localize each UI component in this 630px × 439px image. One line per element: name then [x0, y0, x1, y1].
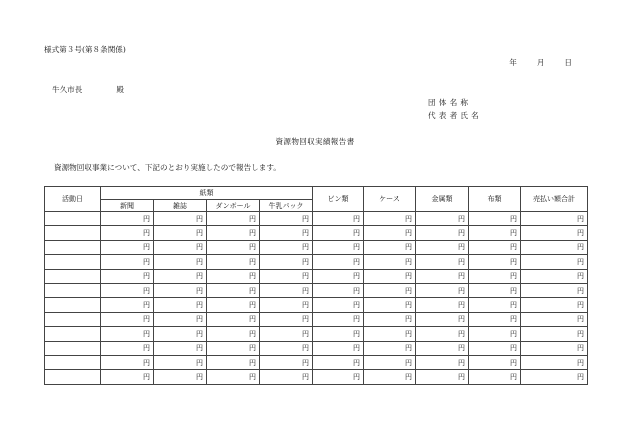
- amount-cell[interactable]: 円: [260, 283, 313, 297]
- amount-cell[interactable]: 円: [207, 355, 260, 369]
- col-header-cloth: 布類: [469, 187, 521, 212]
- amount-cell[interactable]: 円: [521, 341, 588, 355]
- amount-cell[interactable]: 円: [101, 255, 154, 269]
- amount-cell[interactable]: 円: [416, 341, 469, 355]
- amount-cell[interactable]: 円: [521, 269, 588, 283]
- amount-cell[interactable]: 円: [469, 269, 521, 283]
- table-row: [45, 298, 588, 312]
- amount-cell[interactable]: 円: [154, 283, 207, 297]
- col-header-date: 活動日: [45, 187, 101, 212]
- col-header-milk-cartons: 牛乳パック: [260, 200, 313, 212]
- amount-cell[interactable]: 円: [313, 269, 364, 283]
- amount-cell[interactable]: 円: [416, 269, 469, 283]
- col-header-cardboard: ダンボール: [207, 200, 260, 212]
- table-row: [45, 355, 588, 369]
- amount-cell[interactable]: 円: [521, 355, 588, 369]
- org-name-label: 団体名称: [428, 98, 472, 107]
- amount-cell[interactable]: 円: [521, 312, 588, 326]
- amount-cell[interactable]: 円: [521, 370, 588, 384]
- amount-cell[interactable]: 円: [469, 255, 521, 269]
- amount-cell[interactable]: 円: [313, 327, 364, 341]
- activity-date-cell[interactable]: [45, 355, 101, 369]
- document-title: 資源物回収実績報告書: [275, 137, 355, 146]
- amount-cell[interactable]: 円: [364, 370, 416, 384]
- amount-cell[interactable]: 円: [364, 355, 416, 369]
- col-header-metals: 金属類: [416, 187, 469, 212]
- amount-cell[interactable]: 円: [469, 298, 521, 312]
- amount-cell[interactable]: 円: [101, 226, 154, 240]
- table-row: [45, 255, 588, 269]
- honorific: 殿: [116, 85, 124, 94]
- amount-cell[interactable]: 円: [521, 255, 588, 269]
- amount-cell[interactable]: 円: [416, 226, 469, 240]
- amount-cell[interactable]: 円: [469, 355, 521, 369]
- amount-cell[interactable]: 円: [101, 283, 154, 297]
- amount-cell[interactable]: 円: [260, 312, 313, 326]
- date-line: [509, 59, 572, 67]
- amount-cell[interactable]: 円: [154, 298, 207, 312]
- amount-cell[interactable]: 円: [416, 355, 469, 369]
- amount-cell[interactable]: 円: [521, 283, 588, 297]
- amount-cell[interactable]: 円: [260, 355, 313, 369]
- col-header-newspaper: 新聞: [101, 200, 154, 212]
- amount-cell[interactable]: 円: [364, 283, 416, 297]
- activity-date-cell[interactable]: [45, 212, 101, 226]
- amount-cell[interactable]: 円: [154, 370, 207, 384]
- amount-cell[interactable]: 円: [521, 212, 588, 226]
- amount-cell[interactable]: 円: [521, 298, 588, 312]
- amount-cell[interactable]: 円: [313, 212, 364, 226]
- amount-cell[interactable]: 円: [416, 240, 469, 254]
- amount-cell[interactable]: 円: [154, 341, 207, 355]
- month-label: 月: [536, 58, 545, 67]
- amount-cell[interactable]: 円: [313, 240, 364, 254]
- amount-cell[interactable]: 円: [207, 298, 260, 312]
- amount-cell[interactable]: 円: [154, 212, 207, 226]
- amount-cell[interactable]: 円: [469, 212, 521, 226]
- amount-cell[interactable]: 円: [154, 312, 207, 326]
- amount-cell[interactable]: 円: [260, 298, 313, 312]
- amount-cell[interactable]: 円: [416, 255, 469, 269]
- amount-cell[interactable]: 円: [207, 255, 260, 269]
- amount-cell[interactable]: 円: [207, 269, 260, 283]
- representative-name-label: 代表者氏名: [428, 111, 482, 120]
- amount-cell[interactable]: 円: [416, 298, 469, 312]
- activity-date-cell[interactable]: [45, 269, 101, 283]
- amount-cell[interactable]: 円: [260, 269, 313, 283]
- amount-cell[interactable]: 円: [364, 341, 416, 355]
- day-label: 日: [564, 58, 572, 67]
- col-header-cases: ケース: [364, 187, 416, 212]
- amount-cell[interactable]: 円: [207, 283, 260, 297]
- report-table: [44, 186, 588, 385]
- amount-cell[interactable]: 円: [207, 240, 260, 254]
- activity-date-cell[interactable]: [45, 298, 101, 312]
- amount-cell[interactable]: 円: [416, 370, 469, 384]
- activity-date-cell[interactable]: [45, 341, 101, 355]
- amount-cell[interactable]: 円: [364, 312, 416, 326]
- amount-cell[interactable]: 円: [469, 240, 521, 254]
- amount-cell[interactable]: 円: [364, 269, 416, 283]
- amount-cell[interactable]: 円: [101, 341, 154, 355]
- amount-cell[interactable]: 円: [469, 312, 521, 326]
- addressee-name: 牛久市長: [52, 85, 83, 94]
- amount-cell[interactable]: 円: [260, 226, 313, 240]
- intro-text: 資源物回収事業について、下記のとおり実施したので報告します。: [54, 163, 281, 172]
- activity-date-cell[interactable]: [45, 312, 101, 326]
- form-number-label: 様式第３号(第８条関係): [44, 45, 126, 54]
- activity-date-cell[interactable]: [45, 240, 101, 254]
- amount-cell[interactable]: 円: [154, 327, 207, 341]
- table-row: [45, 240, 588, 254]
- activity-date-cell[interactable]: [45, 255, 101, 269]
- amount-cell[interactable]: 円: [469, 327, 521, 341]
- amount-cell[interactable]: 円: [313, 255, 364, 269]
- amount-cell[interactable]: 円: [364, 298, 416, 312]
- col-group-paper: 紙類: [101, 187, 313, 200]
- table-row: [45, 327, 588, 341]
- amount-cell[interactable]: 円: [260, 341, 313, 355]
- amount-cell[interactable]: 円: [364, 226, 416, 240]
- table-row: [45, 269, 588, 283]
- year-label: 年: [509, 58, 517, 67]
- amount-cell[interactable]: 円: [207, 212, 260, 226]
- amount-cell[interactable]: 円: [364, 327, 416, 341]
- amount-cell[interactable]: 円: [364, 212, 416, 226]
- amount-cell[interactable]: 円: [101, 240, 154, 254]
- amount-cell[interactable]: 円: [521, 226, 588, 240]
- amount-cell[interactable]: 円: [313, 312, 364, 326]
- amount-cell[interactable]: 円: [416, 312, 469, 326]
- amount-cell[interactable]: 円: [521, 327, 588, 341]
- addressee: [52, 86, 124, 94]
- table-row: [45, 226, 588, 240]
- amount-cell[interactable]: 円: [207, 312, 260, 326]
- amount-cell[interactable]: 円: [101, 327, 154, 341]
- amount-cell[interactable]: 円: [416, 212, 469, 226]
- amount-cell[interactable]: 円: [101, 312, 154, 326]
- amount-cell[interactable]: 円: [101, 370, 154, 384]
- amount-cell[interactable]: 円: [207, 327, 260, 341]
- amount-cell[interactable]: 円: [260, 255, 313, 269]
- amount-cell[interactable]: 円: [416, 327, 469, 341]
- amount-cell[interactable]: 円: [313, 355, 364, 369]
- table-row: [45, 370, 588, 384]
- amount-cell[interactable]: 円: [101, 269, 154, 283]
- activity-date-cell[interactable]: [45, 283, 101, 297]
- table-row: [45, 341, 588, 355]
- amount-cell[interactable]: 円: [313, 226, 364, 240]
- amount-cell[interactable]: 円: [521, 240, 588, 254]
- table-row: [45, 283, 588, 297]
- amount-cell[interactable]: 円: [260, 370, 313, 384]
- amount-cell[interactable]: 円: [364, 240, 416, 254]
- amount-cell[interactable]: 円: [260, 212, 313, 226]
- amount-cell[interactable]: 円: [469, 283, 521, 297]
- amount-cell[interactable]: 円: [101, 355, 154, 369]
- activity-date-cell[interactable]: [45, 370, 101, 384]
- amount-cell[interactable]: 円: [154, 355, 207, 369]
- amount-cell[interactable]: 円: [469, 370, 521, 384]
- amount-cell[interactable]: 円: [469, 226, 521, 240]
- amount-cell[interactable]: 円: [207, 341, 260, 355]
- col-header-magazines: 雑誌: [154, 200, 207, 212]
- col-header-total-sales: 売払い額合計: [521, 187, 588, 212]
- amount-cell[interactable]: 円: [313, 298, 364, 312]
- amount-cell[interactable]: 円: [313, 283, 364, 297]
- amount-cell[interactable]: 円: [313, 370, 364, 384]
- amount-cell[interactable]: 円: [313, 341, 364, 355]
- amount-cell[interactable]: 円: [260, 327, 313, 341]
- amount-cell[interactable]: 円: [154, 269, 207, 283]
- amount-cell[interactable]: 円: [101, 298, 154, 312]
- amount-cell[interactable]: 円: [154, 240, 207, 254]
- amount-cell[interactable]: 円: [469, 341, 521, 355]
- amount-cell[interactable]: 円: [207, 226, 260, 240]
- amount-cell[interactable]: 円: [260, 240, 313, 254]
- amount-cell[interactable]: 円: [101, 212, 154, 226]
- amount-cell[interactable]: 円: [207, 370, 260, 384]
- amount-cell[interactable]: 円: [154, 255, 207, 269]
- amount-cell[interactable]: 円: [154, 226, 207, 240]
- table-row: [45, 212, 588, 226]
- table-row: [45, 312, 588, 326]
- activity-date-cell[interactable]: [45, 327, 101, 341]
- activity-date-cell[interactable]: [45, 226, 101, 240]
- col-header-bottles: ビン類: [313, 187, 364, 212]
- amount-cell[interactable]: 円: [364, 255, 416, 269]
- amount-cell[interactable]: 円: [416, 283, 469, 297]
